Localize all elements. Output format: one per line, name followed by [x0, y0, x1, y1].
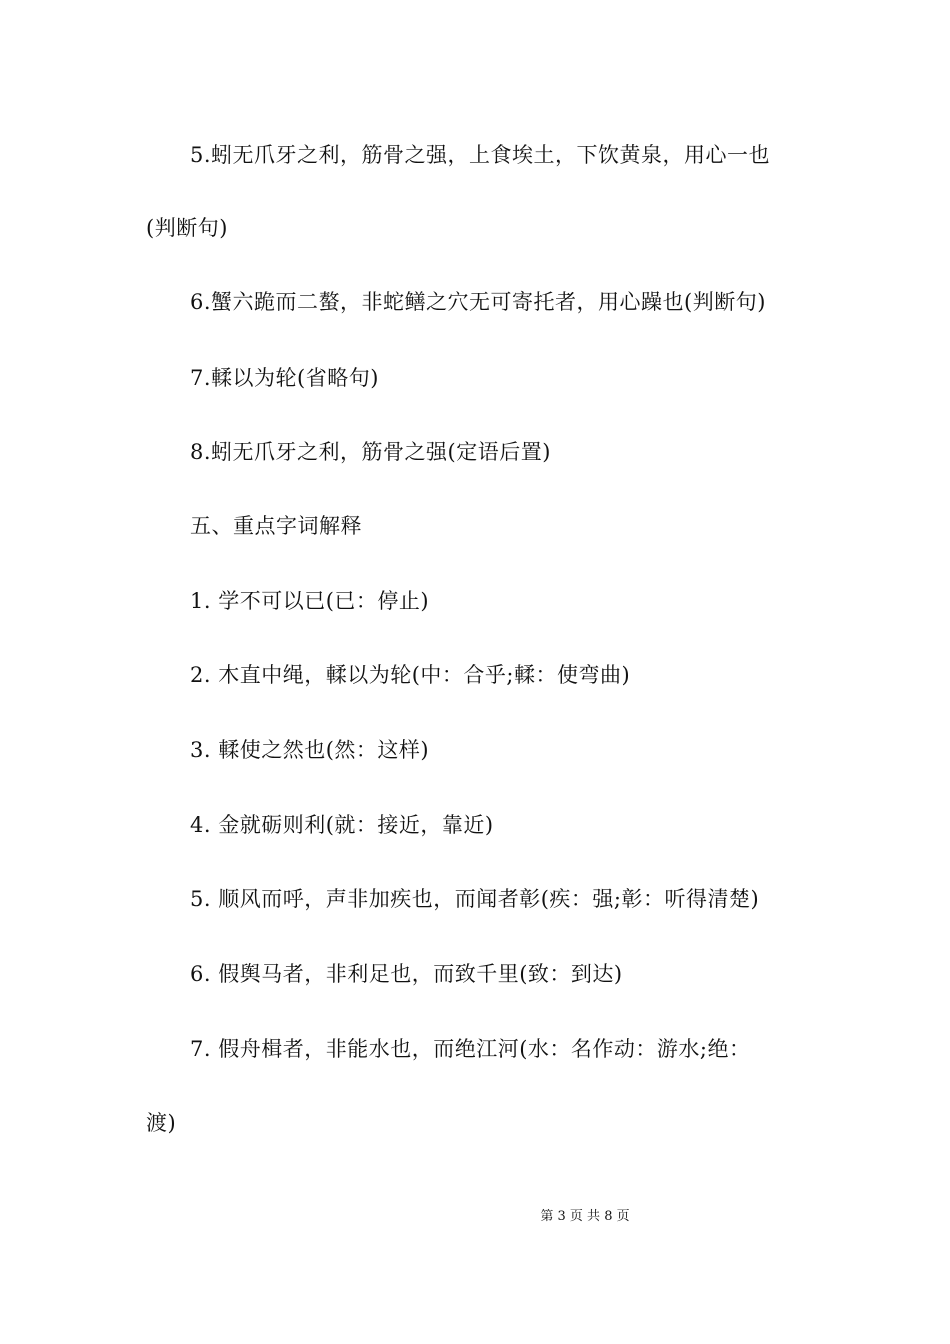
text-line-3: 6.蟹六跪而二螯，非蛇鳝之穴无可寄托者，用心躁也(判断句) [190, 290, 766, 314]
text-line-12: 6. 假舆马者，非利足也，而致千里(致：到达) [190, 962, 623, 986]
text-line-4: 7.輮以为轮(省略句) [190, 366, 379, 390]
section-heading: 五、重点字词解释 [190, 514, 362, 538]
page-indicator: 第 3 页 共 8 页 [540, 1209, 630, 1224]
text-line-9: 3. 輮使之然也(然：这样) [190, 738, 430, 762]
text-line-2: (判断句) [146, 216, 228, 240]
text-line-5: 8.蚓无爪牙之利，筋骨之强(定语后置) [190, 440, 551, 464]
text-line-8: 2. 木直中绳，輮以为轮(中：合乎;輮：使弯曲) [190, 663, 631, 687]
text-line-11: 5. 顺风而呼，声非加疾也，而闻者彰(疾：强;彰：听得清楚) [190, 887, 760, 911]
text-line-1: 5.蚓无爪牙之利，筋骨之强，上食埃土，下饮黄泉，用心一也 [190, 143, 771, 167]
text-line-14: 渡) [146, 1111, 177, 1135]
text-line-7: 1. 学不可以已(已：停止) [190, 589, 430, 613]
text-line-13: 7. 假舟楫者，非能水也，而绝江河(水：名作动：游水;绝： [190, 1037, 751, 1061]
text-line-10: 4. 金就砺则利(就：接近，靠近) [190, 813, 494, 837]
